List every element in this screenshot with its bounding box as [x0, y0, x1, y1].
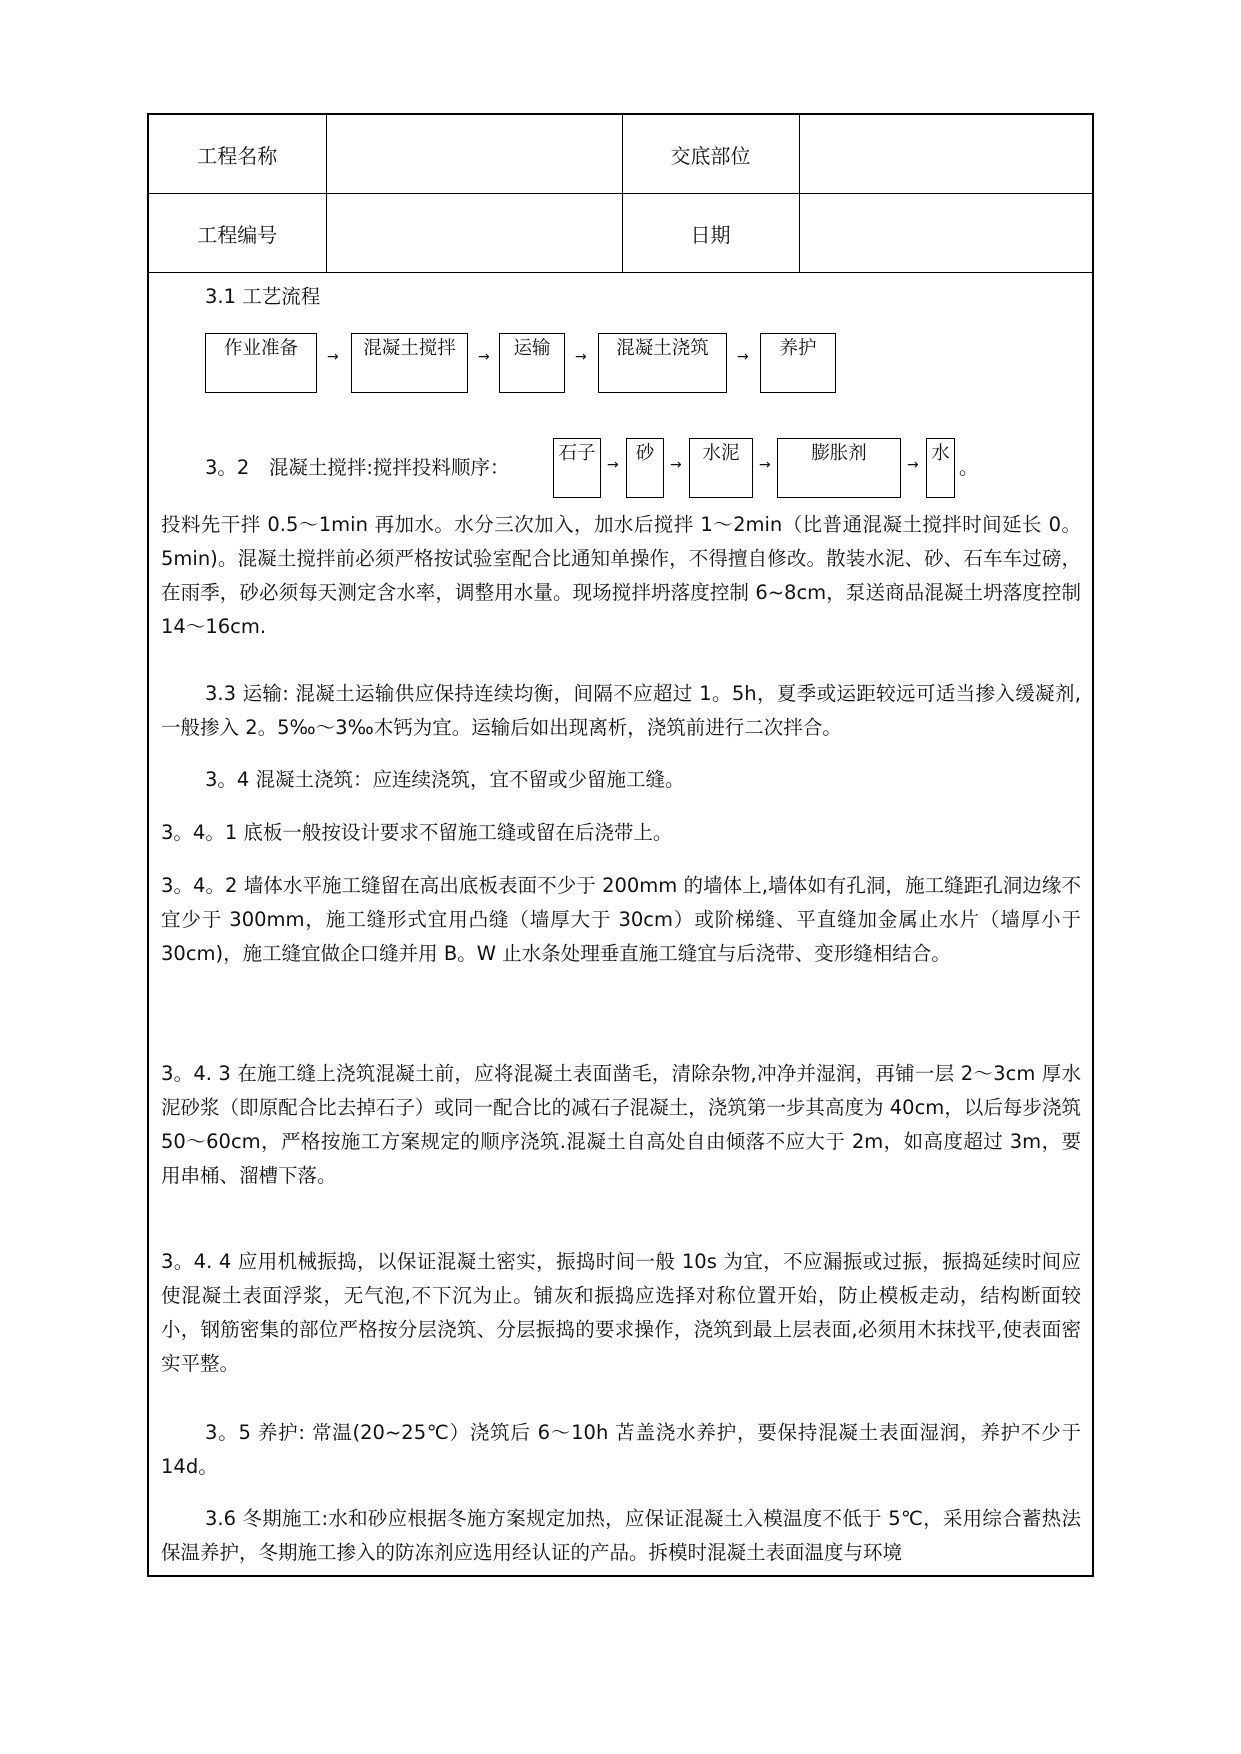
- section-3-2-lead: 3。2 混凝土搅拌:搅拌投料顺序：: [205, 456, 510, 479]
- flow-arrow: →: [737, 349, 749, 365]
- flow-step-curing: 养护: [760, 333, 836, 393]
- section-3-4-1: 3。4。1 底板一般按设计要求不留施工缝或留在后浇带上。: [161, 821, 673, 844]
- flow-step-mixing: 混凝土搅拌: [351, 333, 468, 393]
- feed-step-sand: 砂: [626, 438, 664, 498]
- date-label: 日期: [622, 194, 799, 273]
- project-no-value: [326, 194, 622, 273]
- flow-step-prep: 作业准备: [205, 333, 317, 393]
- section-3-6: 3.6 冬期施工:水和砂应根据冬施方案规定加热，应保证混凝土入模温度不低于 5℃，采用综合蓄热法保温养护，冬期施工掺入的防冻剂应选用经认证的产品。拆模时混凝土表面温度与环境: [161, 1507, 1081, 1564]
- header-table: [149, 115, 1092, 273]
- section-3-4: 3。4 混凝土浇筑：应连续浇筑，宜不留或少留施工缝。: [205, 768, 685, 791]
- feed-step-stone: 石子: [553, 438, 601, 498]
- feed-arrow: →: [907, 457, 919, 473]
- section-3-3: 3.3 运输: 混凝土运输供应保持连续均衡，间隔不应超过 1。5h，夏季或运距较远可适当掺入缓凝剂,一般掺入 2。5‰～3‰木钙为宜。运输后如出现离析，浇筑前进行二次拌合。: [161, 682, 1081, 739]
- feed-step-water: 水: [926, 438, 955, 498]
- feed-arrow: →: [607, 457, 619, 473]
- document-frame: [147, 113, 1094, 1577]
- flow-arrow: →: [575, 349, 587, 365]
- flow-step-pouring: 混凝土浇筑: [598, 333, 727, 393]
- section-3-4-2: 3。4。2 墙体水平施工缝留在高出底板表面不少于 200mm 的墙体上,墙体如有孔洞，施工缝距孔洞边缘不宜少于 300mm，施工缝形式宜用凸缝（墙厚大于 30cm）或阶梯缝、平直缝加金属止水片（墙厚小于 30cm)，施工缝宜做企口缝并用 B。W 止水条处理垂直施工缝宜与后浇带、变形缝相结合。: [161, 874, 1081, 965]
- flow-arrow: →: [327, 349, 339, 365]
- handover-part-label: 交底部位: [622, 115, 799, 194]
- section-3-5: 3。5 养护: 常温(20~25℃）浇筑后 6～10h 苫盖浇水养护，要保持混凝土表面湿润，养护不少于 14d。: [161, 1421, 1081, 1478]
- project-name-value: [326, 115, 622, 194]
- section-3-4-3: 3。4. 3 在施工缝上浇筑混凝土前，应将混凝土表面凿毛，清除杂物,冲净并湿润，再铺一层 2～3cm 厚水泥砂浆（即原配合比去掉石子）或同一配合比的减石子混凝土，浇筑第一步其高度为 40cm，以后每步浇筑 50～60cm，严格按施工方案规定的顺序浇筑.混凝土自高处自由倾落不应大于 2m，如高度超过 3m，要用串桶、溜槽下落。: [161, 1062, 1081, 1187]
- project-no-label: 工程编号: [149, 194, 326, 273]
- section-3-1-title: 3.1 工艺流程: [205, 285, 321, 308]
- handover-part-value: [799, 115, 1092, 194]
- section-3-2-text: 投料先干拌 0.5～1min 再加水。水分三次加入，加水后搅拌 1～2min（比普通混凝土搅拌时间延长 0。5min)。混凝土搅拌前必须严格按试验室配合比通知单操作，不得擅自修改。散装水泥、砂、石车车过磅，在雨季，砂必须每天测定含水率，调整用水量。现场搅拌坍落度控制 6~8cm，泵送商品混凝土坍落度控制 14～16cm.: [161, 513, 1081, 638]
- feed-step-expansion-agent: 膨胀剂: [777, 438, 901, 498]
- feed-end-mark: 。: [959, 456, 979, 479]
- date-value: [799, 194, 1092, 273]
- flow-arrow: →: [478, 349, 490, 365]
- section-3-4-4: 3。4. 4 应用机械振捣，以保证混凝土密实，振捣时间一般 10s 为宜，不应漏振或过振，振捣延续时间应使混凝土表面浮浆，无气泡,不下沉为止。铺灰和振捣应选择对称位置开始，防止模板走动，结构断面较小，钢筋密集的部位严格按分层浇筑、分层振捣的要求操作，浇筑到最上层表面,必须用木抹找平,使表面密实平整。: [161, 1250, 1081, 1375]
- feed-arrow: →: [670, 457, 682, 473]
- project-name-label: 工程名称: [149, 115, 326, 194]
- feed-step-cement: 水泥: [689, 438, 753, 498]
- feed-arrow: →: [759, 457, 771, 473]
- flow-step-transport: 运输: [499, 333, 565, 393]
